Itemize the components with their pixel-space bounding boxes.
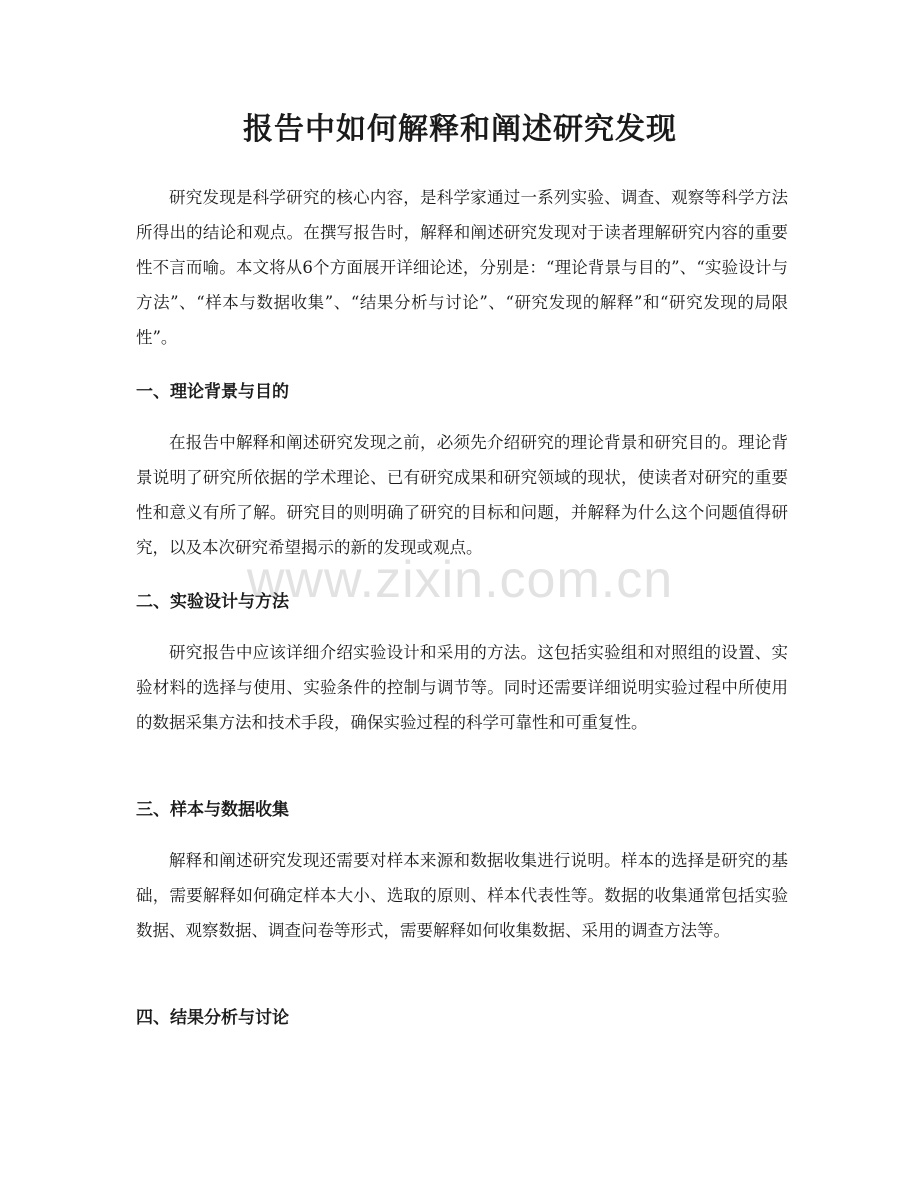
intro-paragraph: 研究发现是科学研究的核心内容，是科学家通过一系列实验、调查、观察等科学方法所得出的结论和观点。在撰写报告时，解释和阐述研究发现对于读者理解研究内容的重要性不言而喻。本文将从6个方面展开详细论述，分别是：“理论背景与目的”、“实验设计与方法”、“样本与数据收集”、“结果分析与讨论”、“研究发现的解释”和“研究发现的局限性”。 bbox=[136, 188, 788, 347]
section-body-2: 研究报告中应该详细介绍实验设计和采用的方法。这包括实验组和对照组的设置、实验材料的选择与使用、实验条件的控制与调节等。同时还需要详细说明实验过程中所使用的数据采集方法和技术手段，确保实验过程的科学可靠性和可重复性。 bbox=[136, 643, 788, 732]
section-heading-1: 一、理论背景与目的 bbox=[136, 382, 289, 402]
section-heading-4: 四、结果分析与讨论 bbox=[136, 1008, 289, 1028]
watermark-text: www.zixin.com.cn bbox=[246, 551, 674, 609]
section-body-1: 在报告中解释和阐述研究发现之前，必须先介绍研究的理论背景和研究目的。理论背景说明了研究所依据的学术理论、已有研究成果和研究领域的现状，使读者对研究的重要性和意义有所了解。研究目的则明确了研究的目标和问题，并解释为什么这个问题值得研究，以及本次研究希望揭示的新的发现或观点。 bbox=[136, 433, 788, 557]
section-heading-2: 二、实验设计与方法 bbox=[136, 592, 289, 612]
document-title: 报告中如何解释和阐述研究发现 bbox=[243, 112, 677, 147]
section-heading-3: 三、样本与数据收集 bbox=[136, 800, 289, 820]
section-body-3: 解释和阐述研究发现还需要对样本来源和数据收集进行说明。样本的选择是研究的基础，需要解释如何确定样本大小、选取的原则、样本代表性等。数据的收集通常包括实验数据、观察数据、调查问卷等形式，需要解释如何收集数据、采用的调查方法等。 bbox=[136, 851, 788, 940]
